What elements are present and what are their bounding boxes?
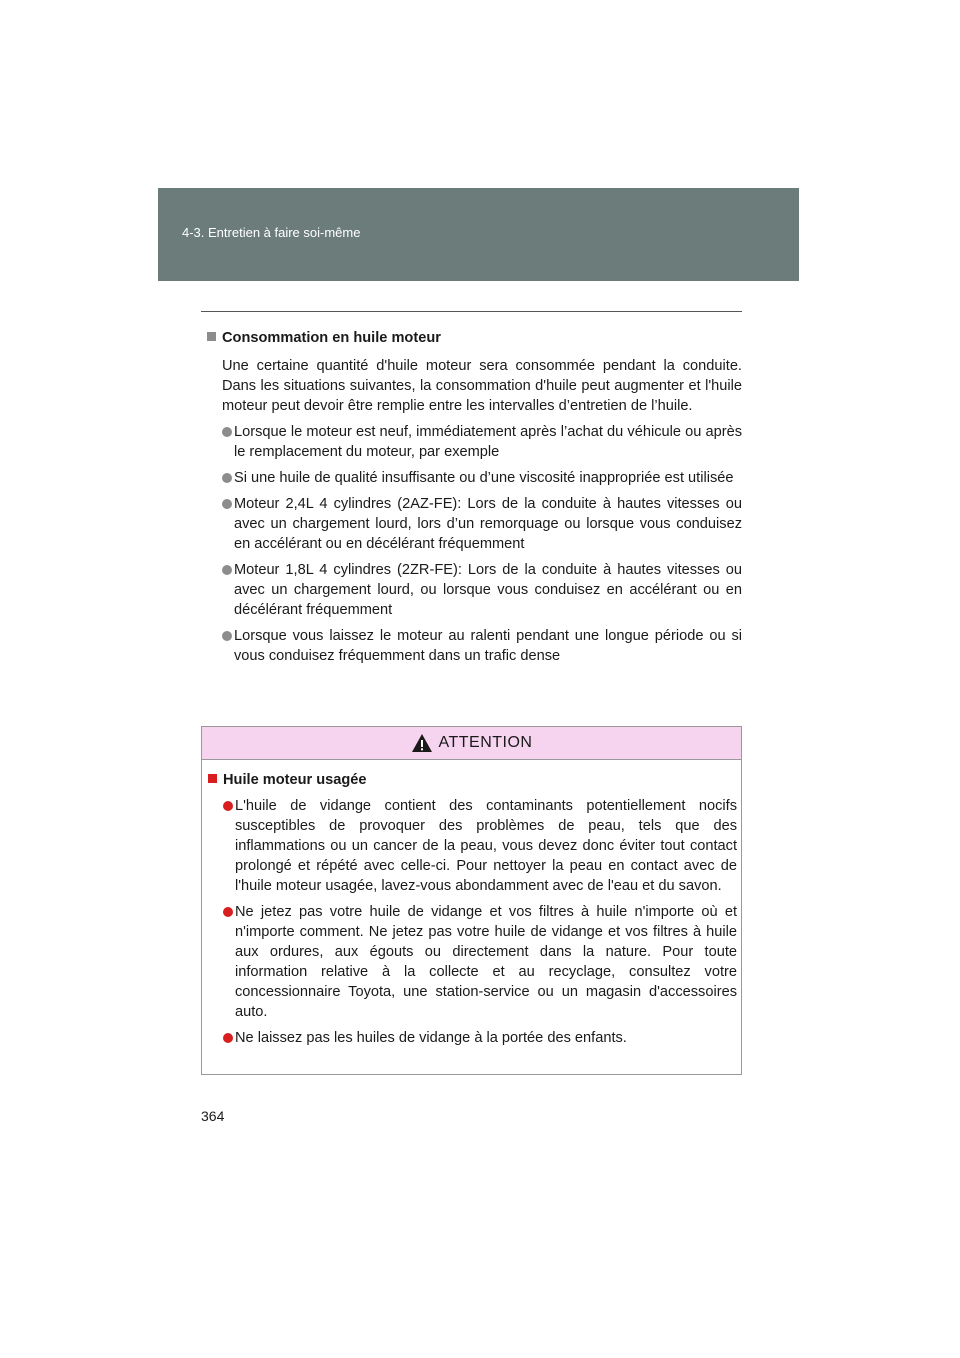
attention-header [202, 727, 741, 760]
round-bullet-icon [222, 473, 232, 483]
attention-label: ATTENTION [438, 734, 533, 751]
list-item-text: Ne laissez pas les huiles de vidange à la portée des enfants. [235, 1030, 627, 1046]
list-item [208, 1028, 737, 1048]
round-bullet-icon [222, 631, 232, 641]
round-bullet-icon [222, 427, 232, 437]
list-item [208, 796, 737, 896]
consumption-section [207, 328, 742, 672]
attention-body [202, 760, 737, 1048]
round-bullet-icon [222, 565, 232, 575]
list-item-text: Lorsque le moteur est neuf, immédiatement après l’achat du véhicule ou après le remplacement du moteur, par exemple [234, 424, 742, 460]
list-item-text: L'huile de vidange contient des contaminants potentiellement nocifs susceptibles de provoquer des problèmes de peau, tels que des inflammations ou un cancer de la peau, vous devez donc éviter tout contact prolongé et répété avec celle-ci. Pour nettoyer la peau en contact avec de l'huile moteur usagée, lavez-vous abondamment avec de l'eau et du savon. [235, 798, 737, 894]
square-bullet-icon [207, 332, 216, 341]
attention-box [201, 726, 742, 1075]
list-item [208, 902, 737, 1022]
consumption-list [207, 422, 742, 666]
divider [201, 311, 742, 312]
list-item-text: Si une huile de qualité insuffisante ou d’une viscosité inappropriée est utilisée [234, 470, 734, 486]
attention-title: Huile moteur usagée [223, 772, 367, 788]
page-number: 364 [201, 1108, 225, 1124]
section-header-band [158, 188, 799, 281]
warning-triangle-icon [411, 733, 433, 753]
attention-list [208, 796, 737, 1048]
section-label: 4-3. Entretien à faire soi-même [182, 225, 361, 240]
attention-heading [208, 770, 737, 790]
list-item [207, 560, 742, 620]
consumption-heading [207, 328, 742, 348]
list-item [207, 422, 742, 462]
round-bullet-icon [223, 907, 233, 917]
round-bullet-icon [223, 801, 233, 811]
list-item-text: Ne jetez pas votre huile de vidange et vos filtres à huile n'importe où et n'importe comment. Ne jetez pas votre huile de vidange et vos filtres à huile aux ordures, aux égouts ou directement dans la nature. Pour toute information relative à la collecte et au recyclage, consultez votre concessionnaire Toyota, une station-service ou un magasin d'accessoires auto. [235, 904, 737, 1020]
list-item-text: Moteur 2,4L 4 cylindres (2AZ-FE): Lors de la conduite à hautes vitesses ou avec un chargement lourd, lors d’un remorquage ou lorsque vous conduisez en accélérant ou en décélérant fréquemment [234, 496, 742, 552]
list-item [207, 468, 742, 488]
list-item-text: Lorsque vous laissez le moteur au ralenti pendant une longue période ou si vous conduisez fréquemment dans un trafic dense [234, 628, 742, 664]
list-item-text: Moteur 1,8L 4 cylindres (2ZR-FE): Lors de la conduite à hautes vitesses ou avec un chargement lourd, ou lorsque vous conduisez en accélérant ou en décélérant fréquemment [234, 562, 742, 618]
list-item [207, 494, 742, 554]
round-bullet-icon [223, 1033, 233, 1043]
round-bullet-icon [222, 499, 232, 509]
consumption-title: Consommation en huile moteur [222, 330, 441, 346]
list-item [207, 626, 742, 666]
consumption-intro: Une certaine quantité d'huile moteur sera consommée pendant la conduite. Dans les situations suivantes, la consommation d'huile peut augmenter et l'huile moteur peut devoir être remplie entre les intervalles d’entretien de l’huile. [222, 358, 742, 414]
square-bullet-icon [208, 774, 217, 783]
